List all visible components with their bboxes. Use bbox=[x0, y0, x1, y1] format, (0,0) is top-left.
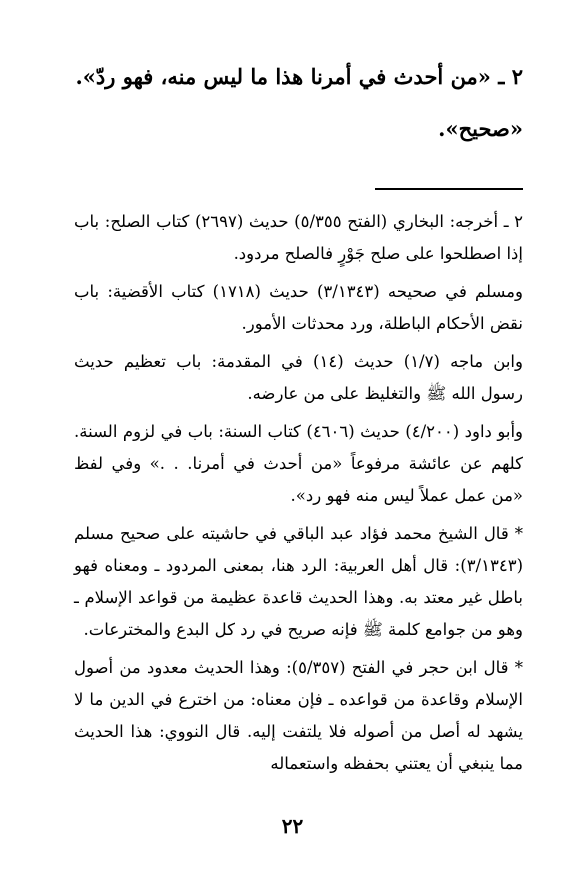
hadith-number: ٢ ـ bbox=[498, 64, 523, 89]
footnote-takhrij-muslim: ومسلم في صحيحه (٣/١٣٤٣) حديث (١٧١٨) كتاب الأقضية: باب نقض الأحكام الباطلة، ورد محدثات الأمور. bbox=[74, 282, 523, 333]
footnotes bbox=[74, 206, 523, 780]
footnote-takhrij-ibn-majah: وابن ماجه (١/٧) حديث (١٤) في المقدمة: باب تعظيم حديث رسول الله ﷺ والتغليظ على من عارضه. bbox=[74, 352, 523, 403]
page-number: ٢٢ bbox=[281, 814, 304, 838]
hadith-grade: «صحيح». bbox=[438, 116, 523, 141]
footnote-divider bbox=[375, 188, 523, 190]
footnote-commentary-abdulbaqi: * قال الشيخ محمد فؤاد عبد الباقي في حاشيته على صحيح مسلم (٣/١٣٤٣): قال أهل العربية: الرد هنا، بمعنى المردود ـ ومعناه فهو باطل غير معتد به. وهذا الحديث قاعدة عظيمة من قواعد الإسلام ـ وهو من جوامع كلمة ﷺ فإنه صريح في رد كل البدع والمخترعات. bbox=[74, 524, 523, 639]
footnote-takhrij-abu-dawud: وأبو داود (٤/٢٠٠) حديث (٤٦٠٦) كتاب السنة: باب في لزوم السنة. كلهم عن عائشة مرفوعاً «من أحدث في أمرنا. . .» وفي لفظ «من عمل عملاً ليس منه فهو رد». bbox=[74, 422, 524, 505]
footnote-takhrij-bukhari: ٢ ـ أخرجه: البخاري (الفتح ٥/٣٥٥) حديث (٢٦٩٧) كتاب الصلح: باب إذا اصطلحوا على صلح جَوْرٍ فالصلح مردود. bbox=[74, 212, 524, 263]
hadith-text-line bbox=[74, 60, 523, 94]
hadith-text: «من أحدث في أمرنا هذا ما ليس منه، فهو ردّ». bbox=[75, 64, 491, 89]
footnote-commentary-ibn-hajar: * قال ابن حجر في الفتح (٥/٣٥٧): وهذا الحديث معدود من أصول الإسلام وقاعدة من قواعده ـ فإن معناه: من اخترع في الدين ما لا يشهد له أصل من أصوله فلا يلتفت إليه. قال النووي: هذا الحديث مما ينبغي أن يعتني بحفظه واستعماله bbox=[74, 658, 523, 773]
